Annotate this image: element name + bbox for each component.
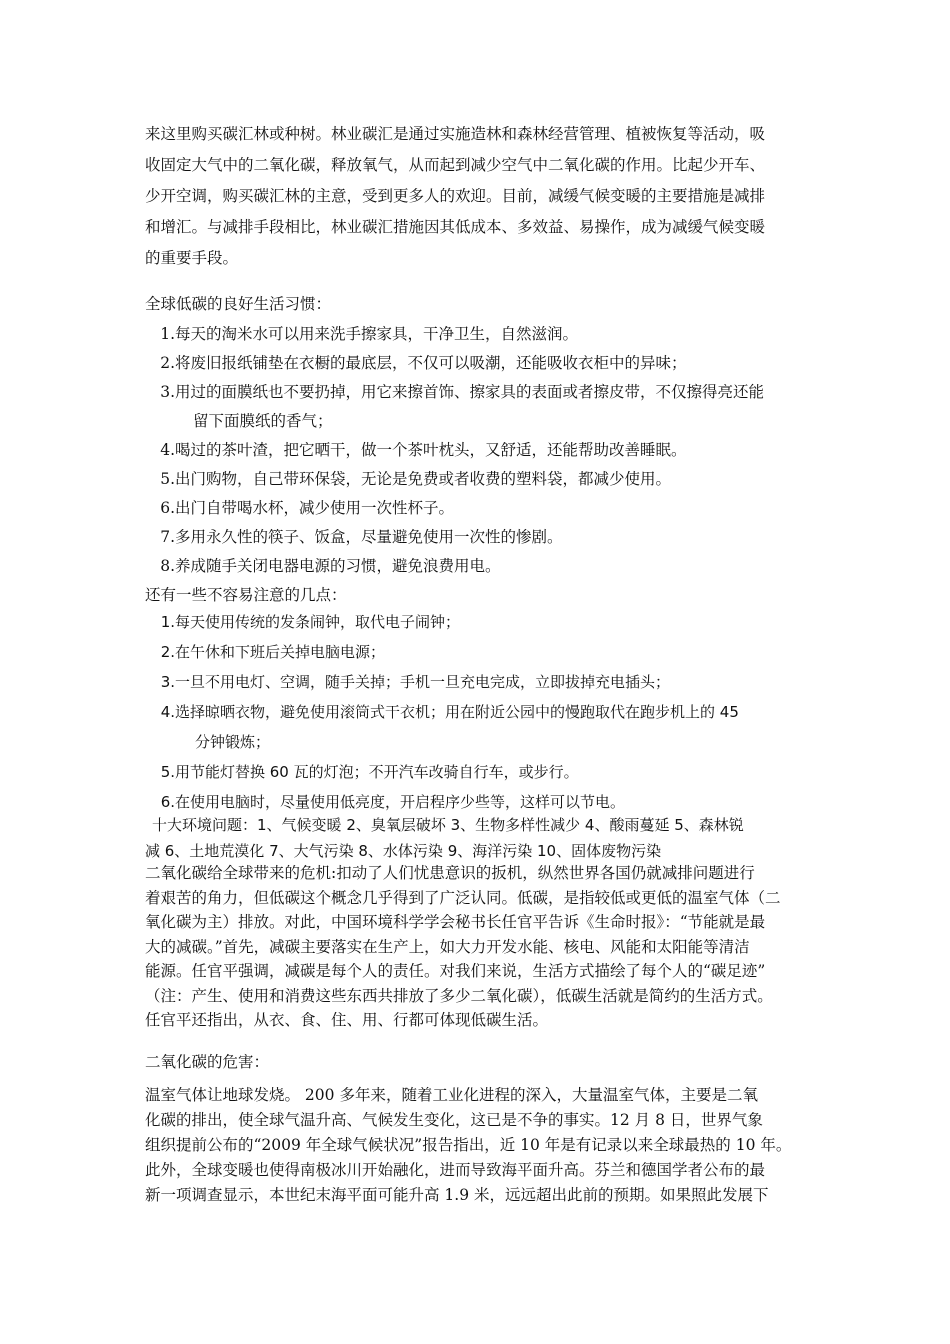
paragraph-line: 新一项调查显示，本世纪末海平面可能升高 1.9 米，远远超出此前的预期。如果照此发展下 <box>145 1186 769 1204</box>
item-text: 每天的淘米水可以用来洗手擦家具，干净卫生，自然滋润。 <box>175 325 579 343</box>
paragraph-line: 和增汇。与减排手段相比，林业碳汇措施因其低成本、多效益、易操作，成为减缓气候变暖 <box>145 218 766 236</box>
item-text: 将废旧报纸铺垫在衣橱的最底层，不仅可以吸潮，还能吸收衣柜中的异味； <box>175 354 687 372</box>
item-number: 3. <box>160 383 175 401</box>
list-item <box>145 757 825 787</box>
list-item <box>145 697 825 757</box>
item-text: 用过的面膜纸也不要扔掉，用它来擦首饰、擦家具的表面或者擦皮带，不仅擦得亮还能 <box>175 383 765 401</box>
list-item <box>145 637 825 667</box>
paragraph-line: 的重要手段。 <box>145 249 239 267</box>
item-number: 1. <box>160 325 175 343</box>
item-text: 养成随手关闭电器电源的习惯，避免浪费用电。 <box>175 557 501 575</box>
item-text: 多用永久性的筷子、饭盒，尽量避免使用一次性的惨剧。 <box>175 528 563 546</box>
paragraph-line: 十大环境问题：1、气候变暖 2、臭氧层破坏 3、生物多样性减少 4、酸雨蔓延 5、森林锐 <box>152 816 744 834</box>
paragraph-line: 化碳的排出，使全球气温升高、气候发生变化，这已是不争的事实。12 月 8 日，世界气象 <box>145 1111 763 1129</box>
paragraph-line: 着艰苦的角力，但低碳这个概念几乎得到了广泛认同。低碳，是指较低或更低的温室气体（二 <box>145 888 781 907</box>
paragraph-line: 少开空调，购买碳汇林的主意，受到更多人的欢迎。目前，减缓气候变暖的主要措施是减排 <box>145 187 766 205</box>
item-text: 出门购物，自己带环保袋，无论是免费或者收费的塑料袋，都减少使用。 <box>175 470 672 488</box>
item-number: 2. <box>160 643 175 661</box>
list-item <box>145 607 825 637</box>
item-text: 喝过的茶叶渣，把它晒干，做一个茶叶枕头，又舒适，还能帮助改善睡眠。 <box>175 441 687 459</box>
carbon-sink-paragraph <box>145 119 810 274</box>
habits-list <box>145 320 825 581</box>
tips-heading: 还有一些不容易注意的几点： <box>145 586 347 604</box>
co2-harm-paragraph <box>145 1083 810 1208</box>
item-number: 5. <box>160 763 175 781</box>
paragraph-line: 减 6、土地荒漠化 7、大气污染 8、水体污染 9、海洋污染 10、固体废物污染 <box>145 842 662 860</box>
paragraph-line: 能源。任官平强调，减碳是每个人的责任。对我们来说，生活方式描绘了每个人的“碳足迹” <box>145 962 766 980</box>
item-text: 出门自带喝水杯，减少使用一次性杯子。 <box>175 499 455 517</box>
item-number: 8. <box>160 557 175 575</box>
item-number: 2. <box>160 354 175 372</box>
list-item <box>145 349 825 378</box>
item-text-continued: 留下面膜纸的香气； <box>193 412 333 430</box>
paragraph-line: 二氧化碳给全球带来的危机:扣动了人们忧患意识的扳机，纵然世界各国仍就减排问题进行 <box>145 864 755 882</box>
item-number: 7. <box>160 528 175 546</box>
item-text: 在使用电脑时，尽量使用低亮度，开启程序少些等，这样可以节电。 <box>175 793 626 811</box>
list-item <box>145 436 825 465</box>
item-text: 每天使用传统的发条闹钟，取代电子闹钟； <box>175 613 461 631</box>
item-number: 4. <box>160 441 175 459</box>
item-text-continued: 分钟锻炼； <box>195 733 271 751</box>
paragraph-line: 大的减碳。”首先，减碳主要落实在生产上，如大力开发水能、核电、风能和太阳能等清洁 <box>145 937 750 956</box>
paragraph-line: 温室气体让地球发烧。 200 多年来，随着工业化进程的深入，大量温室气体，主要是二氧 <box>145 1086 758 1104</box>
paragraph-line: （注：产生、使用和消费这些东西共排放了多少二氧化碳），低碳生活就是简约的生活方式。 <box>145 986 773 1005</box>
list-item <box>145 378 825 436</box>
environment-problems <box>145 812 810 864</box>
list-item <box>145 494 825 523</box>
paragraph-line: 来这里购买碳汇林或种树。林业碳汇是通过实施造林和森林经营管理、植被恢复等活动，吸 <box>145 125 766 143</box>
list-item <box>145 523 825 552</box>
list-item <box>145 465 825 494</box>
item-number: 6. <box>160 499 175 517</box>
paragraph-line: 组织提前公布的“2009 年全球气候状况”报告指出，近 10 年是有记录以来全球最热的 10 年。 <box>145 1136 792 1154</box>
item-text: 选择晾晒衣物，避免使用滚筒式干衣机；用在附近公园中的慢跑取代在跑步机上的 45 <box>175 703 739 721</box>
paragraph-line: 任官平还指出，从衣、食、住、用、行都可体现低碳生活。 <box>145 1011 549 1029</box>
item-number: 1. <box>160 613 175 631</box>
paragraph-line: 收固定大气中的二氧化碳，释放氧气，从而起到减少空气中二氧化碳的作用。比起少开车、 <box>145 156 766 174</box>
item-number: 3. <box>160 673 175 691</box>
habits-heading: 全球低碳的良好生活习惯： <box>145 295 332 313</box>
item-number: 5. <box>160 470 175 488</box>
paragraph-line: 此外，全球变暖也使得南极冰川开始融化，进而导致海平面升高。芬兰和德国学者公布的最 <box>145 1161 766 1179</box>
co2-harm-heading: 二氧化碳的危害： <box>145 1053 270 1071</box>
item-text: 一旦不用电灯、空调，随手关掉；手机一旦充电完成，立即拔掉充电插头； <box>175 673 671 691</box>
item-text: 用节能灯替换 60 瓦的灯泡；不开汽车改骑自行车，或步行。 <box>175 763 579 781</box>
list-item <box>145 552 825 581</box>
item-number: 6. <box>160 793 175 811</box>
item-text: 在午休和下班后关掉电脑电源； <box>175 643 386 661</box>
item-number: 4. <box>160 703 175 721</box>
co2-crisis-paragraph <box>145 861 810 1033</box>
tips-list <box>145 607 825 817</box>
paragraph-line: 氧化碳为主）排放。对此，中国环境科学学会秘书长任官平告诉《生命时报》：“节能就是最 <box>145 913 766 931</box>
list-item <box>145 320 825 349</box>
list-item <box>145 667 825 697</box>
